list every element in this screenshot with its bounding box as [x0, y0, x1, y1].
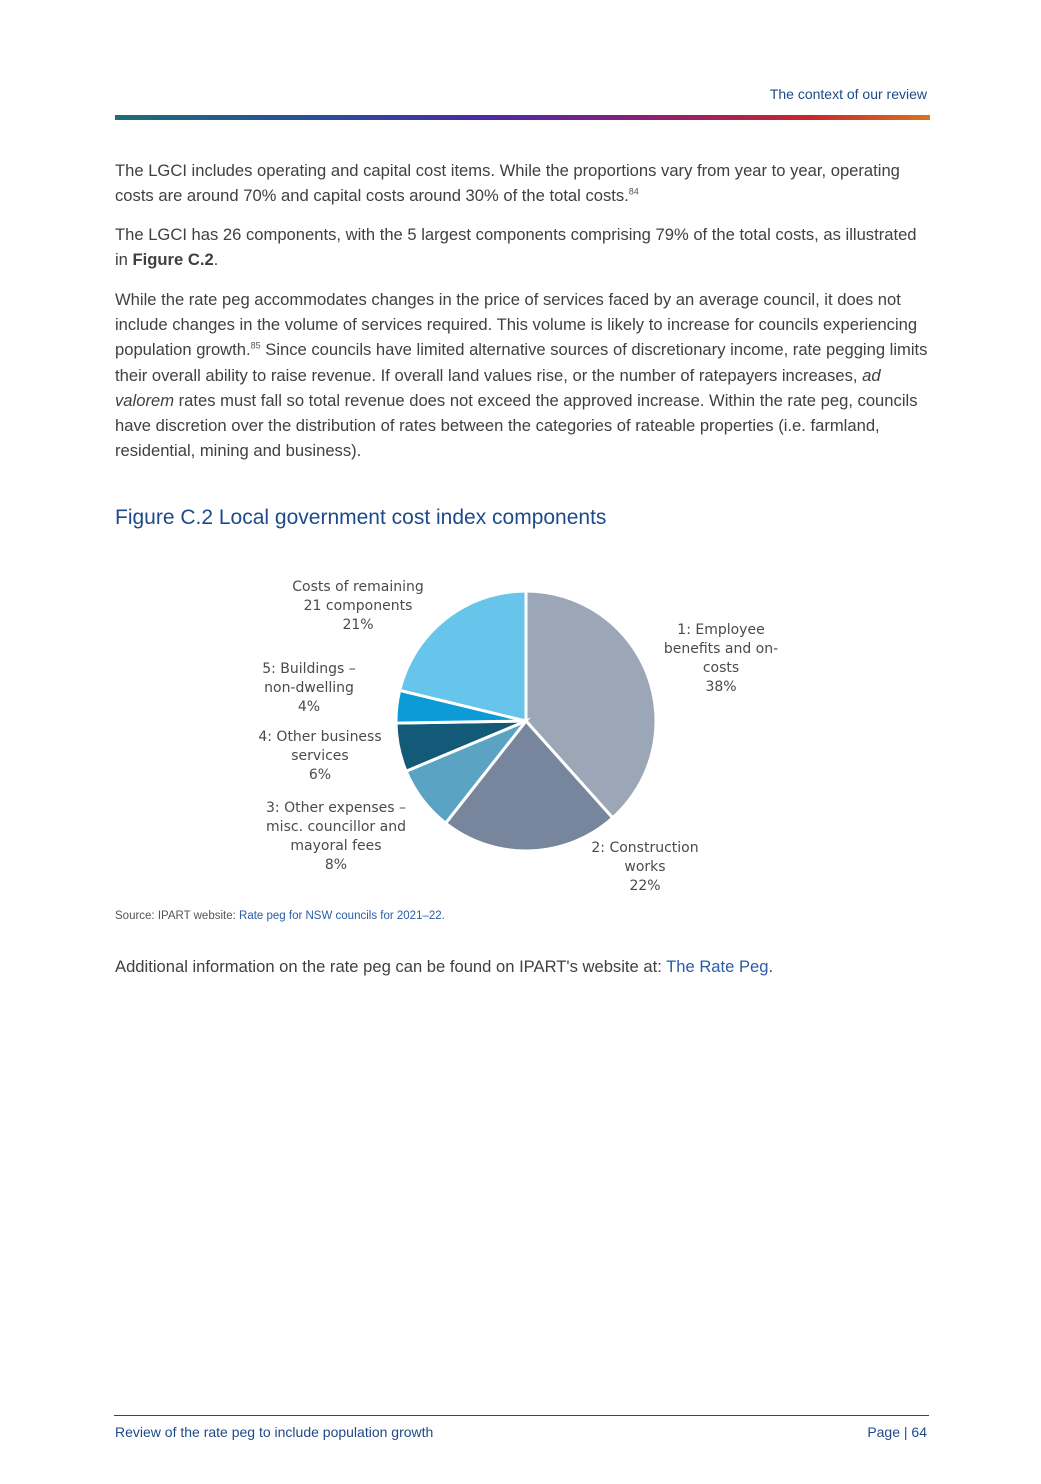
footer-page-number: Page | 64: [867, 1424, 927, 1440]
pie-label-4: 4: Other business services 6%: [258, 729, 382, 783]
figure-source: [115, 910, 445, 922]
pie-label-5: 5: Buildings – non-dwelling 4%: [262, 661, 356, 715]
footnote-ref-85[interactable]: 85: [250, 340, 261, 351]
paragraph-2: [115, 222, 930, 272]
source-link[interactable]: Rate peg for NSW councils for 2021–22.: [239, 910, 445, 922]
pie-label-1: 1: Employee benefits and on-costs 38%: [663, 622, 779, 695]
footer-document-title: Review of the rate peg to include population growth: [115, 1424, 434, 1440]
source-prefix: Source: IPART website:: [115, 910, 240, 922]
paragraph-3-part3: rates must fall so total revenue does not exceed the approved increase. Within the rate peg, councils have discretion over the distribution of rates between the categories of rateable properties (i.e. farmland, residential, mining and business).: [115, 390, 918, 461]
additional-info-text: Additional information on the rate peg can be found on IPART's website at:: [115, 957, 667, 976]
pie-label-3: 3: Other expenses – misc. councillor and mayoral fees 8%: [266, 800, 406, 873]
additional-info: [115, 957, 773, 977]
pie-chart: [0, 560, 1041, 900]
paragraph-2-text: The LGCI has 26 components, with the 5 largest components comprising 79% of the total costs, as illustrated in: [115, 225, 917, 270]
figure-reference: Figure C.2: [132, 250, 214, 270]
paragraph-3-italic: ad valorem: [115, 365, 881, 410]
paragraph-3: [115, 287, 930, 463]
paragraph-1-text: The LGCI includes operating and capital cost items. While the proportions vary from year to year, operating costs are around 70% and capital costs around 30% of the total costs.: [115, 161, 900, 206]
header-gradient-rule: [115, 115, 930, 120]
header-section-title: The context of our review: [769, 86, 927, 102]
pie-label-2: 2: Construction works 22%: [591, 840, 699, 894]
footnote-ref-84[interactable]: 84: [628, 186, 639, 197]
paragraph-2-end: .: [213, 250, 219, 270]
figure-title: Figure C.2 Local government cost index components: [115, 506, 607, 529]
paragraph-1: [115, 158, 930, 208]
footer-rule: [114, 1415, 929, 1416]
pie-label-6: Costs of remaining 21 components 21%: [292, 579, 424, 633]
paragraph-3-part1: While the rate peg accommodates changes in the price of services faced by an average council, it does not include changes in the volume of services required. This volume is likely to increase for councils experiencing population growth.: [115, 290, 918, 360]
paragraph-3-part2: Since councils have limited alternative sources of discretionary income, rate pegging limits their overall ability to raise revenue. If overall land values rise, or the number of ratepayers increases,: [115, 340, 928, 385]
rate-peg-link[interactable]: The Rate Peg: [666, 957, 769, 976]
additional-info-end: .: [768, 957, 774, 976]
